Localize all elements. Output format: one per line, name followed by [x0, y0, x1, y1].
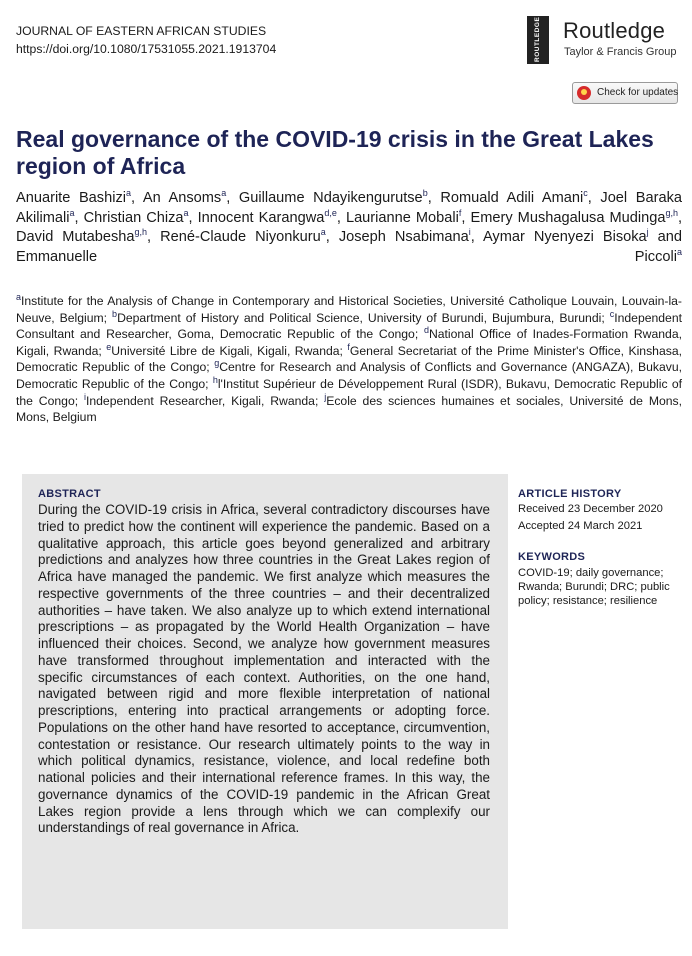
- affiliation-text: General Secretariat of the Prime Minister's Office, Kinshasa, Democratic Republic of the Congo;: [16, 343, 682, 375]
- received-date: Received 23 December 2020: [518, 503, 663, 515]
- author-affiliation-marker: d,e: [324, 207, 337, 218]
- affiliation-key: g: [214, 358, 220, 369]
- author-name[interactable]: Romuald Adili Amani: [440, 190, 584, 206]
- affiliation-key: j: [324, 391, 327, 402]
- author-name[interactable]: An Ansoms: [142, 190, 222, 206]
- affiliation-key: d: [423, 325, 429, 336]
- author-affiliation-marker: g,h: [134, 227, 148, 238]
- author-affiliation-marker: i: [468, 227, 471, 238]
- author-name[interactable]: Aymar Nyenyezi Bisoka: [482, 229, 647, 246]
- logo-vertical-label: ROUTLEDGE: [534, 16, 541, 62]
- publisher-subtitle: Taylor & Francis Group: [564, 46, 677, 58]
- author-name[interactable]: Laurianne Mobali: [345, 209, 459, 226]
- author-name[interactable]: Joel Baraka Akilimali: [16, 190, 682, 226]
- affiliation-text: National Office of Inades-Formation Rwanda, Kigali, Rwanda;: [16, 327, 682, 358]
- affiliation-key: i: [83, 391, 86, 402]
- keywords-heading: KEYWORDS: [518, 551, 586, 563]
- affiliation-text: l'Institut Supérieur de Développement Rural (ISDR), Bukavu, Democratic Republic of the Congo;: [16, 376, 682, 408]
- author-affiliation-marker: f: [458, 207, 462, 218]
- author-affiliation-marker: a: [676, 246, 682, 257]
- author-name[interactable]: Emmanuelle Piccoli: [16, 248, 677, 265]
- publisher-name: Routledge: [563, 18, 666, 43]
- affiliation-key: e: [106, 341, 112, 352]
- article-title: Real governance of the COVID-19 crisis in the Great Lakes region of Africa: [16, 126, 654, 179]
- affiliation-text: Ecole des sciences humaines et sociales, Université de Mons, Mons, Belgium: [16, 393, 683, 425]
- author-name[interactable]: Guillaume Ndayikengurutse: [238, 190, 423, 206]
- author-affiliation-marker: a: [320, 227, 326, 238]
- publisher-logo[interactable]: [518, 16, 688, 68]
- journal-header: [16, 22, 276, 58]
- affiliation-text: Université Libre de Kigali, Kigali, Rwanda;: [111, 343, 348, 358]
- journal-name: JOURNAL OF EASTERN AFRICAN STUDIES: [16, 24, 267, 38]
- affiliation-key: h: [212, 374, 218, 385]
- author-name[interactable]: Joseph Nsabimana: [338, 229, 469, 246]
- affiliations: [16, 293, 682, 426]
- affiliation-text: Centre for Research and Analysis of Conflicts and Governance (ANGAZA), Bukavu, Democratic Republic of the Congo;: [16, 360, 682, 391]
- accepted-date: Accepted 24 March 2021: [518, 520, 643, 532]
- author-affiliation-marker: b: [422, 188, 428, 199]
- author-name[interactable]: Innocent Karangwa: [197, 209, 325, 226]
- keywords-text: COVID-19; daily governance; Rwanda; Burundi; DRC; public policy; resistance; resilience: [518, 567, 670, 608]
- abstract-text: During the COVID-19 crisis in Africa, several contradictory discourses have tried to predict how the continent will experience the pandemic. Based on a qualitative approach, this article goes beyond generalized and arbitrary predictions and analyzes how three countries in the Great Lakes region of Africa have managed the pandemic. We first analyze which measures the respective governments of the three countries – and their decentralized authorities – have taken. We also analyze up to which extend international prescriptions – as propagated by the World Health Organization – have influenced their choices. Second, we analyze how government measures have transformed throughout implementation and interacted with the specific circumstances of each context. Authorities, on the one hand, navigated between rigid and more flexible interpretation of national prescriptions, entering into practical arrangements or adopting force. Populations on the other hand have resorted to acceptance, circumvention, contestation or resistance. Our research ultimately points to the way in which political dynamics, resistance, violence, and local redefine both national policies and their international reference frames. In this way, the governance dynamics of the COVID-19 pandemic in the African Great Lakes region provide a lens through which we can complexify our understandings of real governance in Africa.: [38, 502, 490, 836]
- affiliation-key: a: [16, 291, 22, 302]
- author-affiliation-marker: a: [183, 207, 189, 218]
- crossmark-icon: [577, 86, 591, 100]
- author-affiliation-marker: a: [221, 188, 227, 199]
- affiliation-key: c: [609, 308, 615, 319]
- author-name[interactable]: David Mutabesha: [16, 229, 135, 246]
- check-for-updates-button[interactable]: [572, 82, 678, 104]
- author-list: Anuarite Bashizi$^a$, An Ansoms$^a$, Guillaume Ndayikengurutse$^b$, Romuald Adili Amani$^c$, Joel Baraka Akilimali$^a$, Christian Chiza$^a$, Innocent Karangwa$^{d,e}$, Laurianne Mobali$^f$, Emery Mushagalusa Mudinga$^{g,h}$, David Mutabesha$^{g,h}$, René-Claude Niyonkuru$^a$, Joseph Nsabimana$^i$, Aymar Nyenyezi Bisoka$^j$ and Emmanuelle Piccoli$^a$: [16, 188, 683, 265]
- affiliation-text: Independent Consultant and Researcher, Goma, Democratic Republic of the Congo;: [16, 310, 682, 342]
- author-affiliation-marker: j: [646, 227, 649, 238]
- affiliation-text: Independent Researcher, Kigali, Rwanda;: [85, 393, 325, 408]
- author-name[interactable]: Emery Mushagalusa Mudinga: [470, 209, 666, 226]
- affiliation-key: b: [112, 308, 118, 319]
- article-history-heading: ARTICLE HISTORY: [518, 488, 622, 500]
- author-name[interactable]: Christian Chiza: [83, 209, 184, 226]
- doi-link[interactable]: https://doi.org/10.1080/17531055.2021.1913704: [16, 42, 277, 56]
- author-affiliation-marker: a: [69, 207, 75, 218]
- author-affiliation-marker: g,h: [665, 207, 678, 218]
- author-affiliation-marker: c: [583, 188, 588, 199]
- check-for-updates-label: Check for updates: [597, 87, 679, 98]
- abstract-heading: ABSTRACT: [38, 488, 101, 500]
- author-name[interactable]: Anuarite Bashizi: [16, 190, 126, 206]
- affiliation-text: Institute for the Analysis of Change in Contemporary and Historical Societies, Université Catholique Louvain, Louvain-la-Neuve, Belgium;: [16, 294, 682, 325]
- author-affiliation-marker: a: [126, 188, 132, 199]
- author-name[interactable]: René-Claude Niyonkuru: [160, 229, 321, 246]
- affiliation-key: f: [347, 341, 350, 352]
- affiliation-text: Department of History and Political Science, University of Burundi, Bujumbura, Burundi;: [117, 310, 610, 325]
